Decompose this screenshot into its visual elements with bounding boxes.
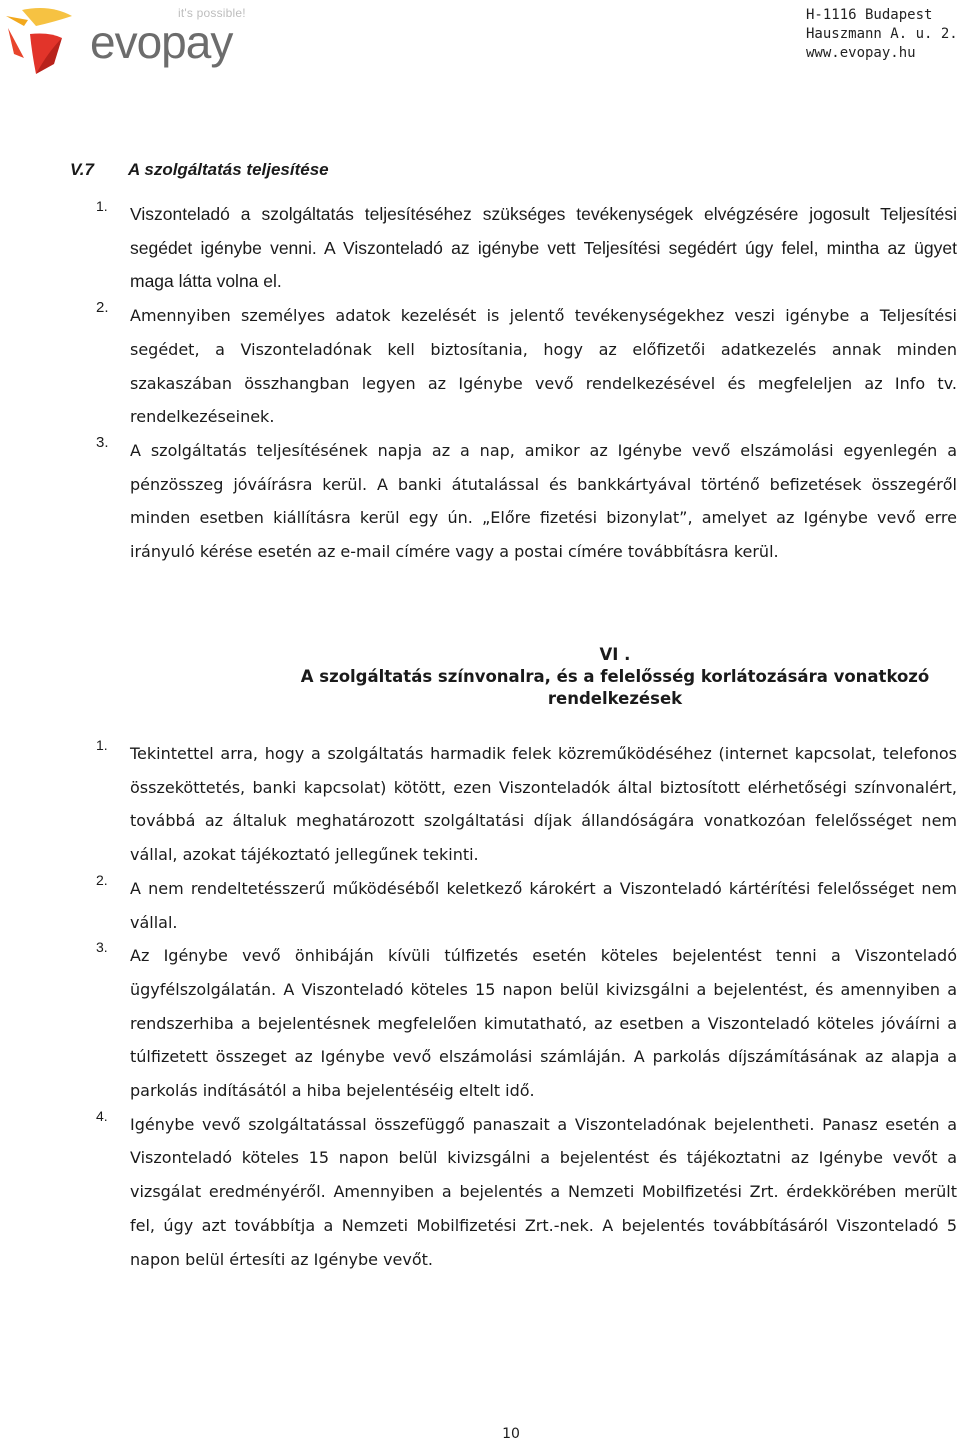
- evopay-logo: [2, 2, 252, 82]
- list-item: [0, 939, 960, 1108]
- company-address: [806, 6, 958, 63]
- list-item-number: 1.: [96, 737, 108, 753]
- list-item-number: 3.: [96, 939, 108, 956]
- address-line-street: Hauszmann A. u. 2.: [806, 26, 958, 42]
- list-item-number: 4.: [96, 1107, 108, 1124]
- list-item: [0, 299, 960, 434]
- page-number: 10: [502, 1426, 520, 1442]
- list-item: [0, 872, 960, 939]
- section-vi-title-line2: rendelkezések: [547, 689, 683, 708]
- list-item: [0, 434, 960, 569]
- list-item-number: 1.: [96, 198, 108, 214]
- section-v7-number: V.7: [70, 160, 94, 179]
- section-vi-title-line1: A szolgáltatás színvonalra, és a felelősség korlátozására vonatkozó: [300, 667, 930, 686]
- logo-tagline: it's possible!: [178, 6, 246, 20]
- list-item: [0, 198, 960, 299]
- list-item: [0, 1108, 960, 1277]
- list-item: [0, 737, 960, 872]
- list-item-text: Igénybe vevő szolgáltatással összefüggő panaszait a Viszonteladónak bejelentheti. Panasz esetén a Viszonteladó köteles 15 napon belül kivizsgálni a bejelentést és tájékoztatni az Igénybe vevőt a vizsgálat eredményéről. Amennyiben a bejelentés a Nemzeti Mobilfizetési Zrt. érdekkörében merült fel, úgy azt továbbítja a Nemzeti Mobilfizetési Zrt.-nek. A bejelentés továbbításáról Viszonteladó 5 napon belül értesíti az Igénybe vevőt.: [130, 1114, 957, 1269]
- evopay-logo-mark-icon: [2, 2, 92, 82]
- logo-wordmark: evopay: [90, 16, 233, 68]
- list-item-number: 2.: [96, 871, 108, 888]
- section-vi-list: [0, 737, 960, 1276]
- section-v7-heading: [70, 160, 329, 180]
- list-item-text: Az Igénybe vevő önhibáján kívüli túlfizetés esetén köteles bejelentést tenni a Viszonteladó ügyfélszolgálatán. A Viszonteladó köteles 15 napon belül kivizsgálni a bejelentést, és amennyiben a rendszerhiba a bejelentésnek megfelelően kimutatható, az esetben a Viszonteladó köteles jóváírni a túlfizetett összeget az Igénybe vevő elszámolási számláján. A parkolás díjszámításának az alapja a parkolás indításától a hiba bejelentéséig eltelt idő.: [130, 946, 957, 1101]
- page-header: [0, 0, 960, 90]
- section-v7-title: A szolgáltatás teljesítése: [128, 160, 329, 179]
- section-v7-list: [0, 198, 960, 569]
- list-item-number: 3.: [96, 433, 109, 451]
- list-item-text: Amennyiben személyes adatok kezelését is jelentő tevékenységekhez veszi igénybe a Teljesítési segédet, a Viszonteladónak kell biztosítania, hogy az előfizetői adatkezelés annak minden szakaszában összhangban legyen az Igénybe vevő rendelkezésével és megfeleljen az Info tv. rendelkezéseinek.: [130, 306, 957, 427]
- list-item-number: 2.: [96, 299, 109, 317]
- section-vi-heading: [270, 644, 960, 710]
- list-item-text: Viszonteladó a szolgáltatás teljesítéséhez szükséges tevékenységek elvégzésére jogosult Teljesítési segédet igénybe venni. A Viszonteladó az igénybe vett Teljesítési segédért úgy felel, mintha az ügyet maga látta volna el.: [130, 204, 957, 292]
- list-item-text: Tekintettel arra, hogy a szolgáltatás harmadik felek közreműködéséhez (internet kapcsolat, telefonos összeköttetés, banki kapcsolat) kötött, ezen Viszonteladók által biztosított elérhetőségi színvonalért, továbbá az általuk meghatározott szolgáltatási díjak állandóságára vonatkozóan felelősséget nem vállal, azokat tájékoztató jellegűnek tekinti.: [130, 744, 957, 865]
- section-vi-number: VI .: [599, 645, 631, 664]
- list-item-text: A nem rendeltetésszerű működéséből keletkező károkért a Viszonteladó kártérítési felelősséget nem vállal.: [130, 878, 957, 932]
- address-line-city: H-1116 Budapest: [806, 7, 933, 23]
- address-line-website: www.evopay.hu: [806, 45, 916, 61]
- list-item-text: A szolgáltatás teljesítésének napja az a nap, amikor az Igénybe vevő elszámolási egyenlegén a pénzösszeg jóváírásra kerül. A banki átutalással és bankkártyával történő befizetések összegéről minden esetben kiállításra kerül egy ún. „Előre fizetési bizonylat”, amelyet az Igénybe vevő erre irányuló kérése esetén az e-mail címére vagy a postai címére továbbításra kerül.: [130, 440, 957, 562]
